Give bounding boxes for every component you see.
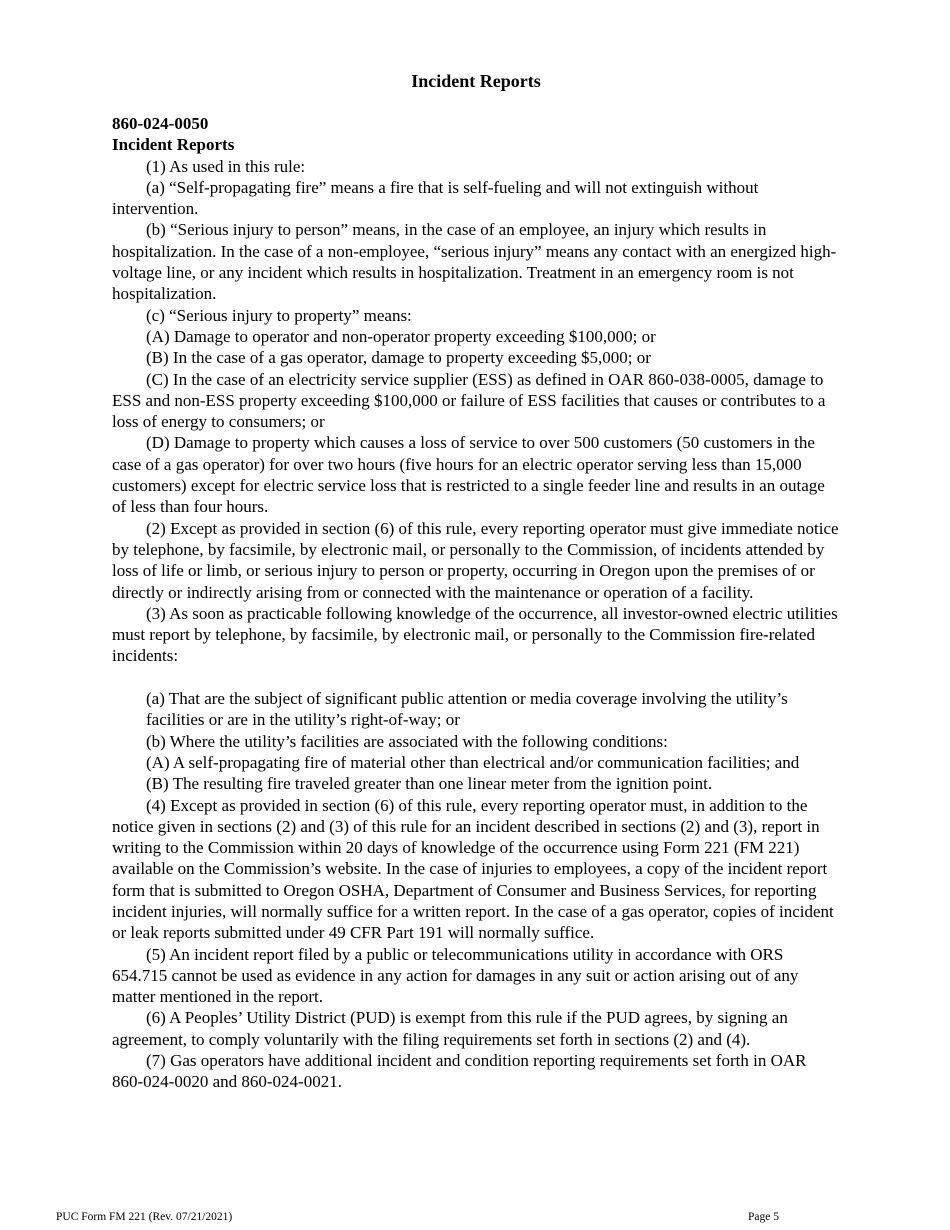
paragraph-1c: (c) “Serious injury to property” means: xyxy=(146,305,412,325)
paragraph-1c-C: (C) In the case of an electricity service supplier (ESS) as defined in OAR 860-038-0005, damage to ESS and non-ESS property exceeding $100,000 or failure of ESS facilities that causes or contributes to a loss of energy to consumers; or xyxy=(112,369,826,432)
paragraph-1c-B: (B) In the case of a gas operator, damage to property exceeding $5,000; or xyxy=(146,348,651,368)
paragraph-3b: (b) Where the utility’s facilities are associated with the following conditions: xyxy=(146,731,668,751)
paragraph-2: (2) Except as provided in section (6) of this rule, every reporting operator must give immediate notice by telephone, by facsimile, by electronic mail, or personally to the Commission, of incidents attended by loss of life or limb, or serious injury to person or property, occurring in Oregon upon the premises of or directly or indirectly arising from or connected with the maintenance or operation of a facility. xyxy=(112,518,839,602)
rule-title: Incident Reports xyxy=(112,135,235,155)
paragraph-5: (5) An incident report filed by a public or telecommunications utility in accordance with ORS 654.715 cannot be used as evidence in any action for damages in any suit or action arising out of any matter mentioned in the report. xyxy=(112,944,799,1007)
paragraph-1c-A: (A) Damage to operator and non-operator property exceeding $100,000; or xyxy=(146,326,656,346)
paragraph-6: (6) A Peoples’ Utility District (PUD) is exempt from this rule if the PUD agrees, by signing an agreement, to comply voluntarily with the filing requirements set forth in sections (2) and (4). xyxy=(112,1008,788,1049)
footer-form-id: PUC Form FM 221 (Rev. 07/21/2021) xyxy=(56,1211,233,1223)
paragraph-1b: (b) “Serious injury to person” means, in the case of an employee, an injury which results in hospitalization. In the case of a non-employee, “serious injury” means any contact with an energized high-voltage line, or any incident which results in hospitalization. Treatment in an emergency room is not hospitalization. xyxy=(112,220,837,304)
rule-number: 860-024-0050 xyxy=(112,114,209,133)
paragraph-1c-D: (D) Damage to property which causes a loss of service to over 500 customers (50 customers in the case of a gas operator) for over two hours (five hours for an electric operator serving less than 15,000 customers) except for electric service loss that is restricted to a single feeder line and results in an outage of less than four hours. xyxy=(112,433,825,517)
paragraph-1: (1) As used in this rule: xyxy=(146,156,306,176)
paragraph-4: (4) Except as provided in section (6) of this rule, every reporting operator must, in addition to the notice given in sections (2) and (3) of this rule for an incident described in sections (2) and (3), report in writing to the Commission within 20 days of knowledge of the occurrence using Form 221 (FM 221) available on the Commission’s website. In the case of injuries to employees, a copy of the incident report form that is submitted to Oregon OSHA, Department of Consumer and Business Services, for reporting incident injuries, will normally suffice for a written report. In the case of a gas operator, copies of incident or leak reports submitted under 49 CFR Part 191 will normally suffice. xyxy=(112,795,834,943)
paragraph-3b-A: (A) A self-propagating fire of material other than electrical and/or communication facilities; and xyxy=(146,752,800,772)
page-title: Incident Reports xyxy=(411,71,541,91)
document-page xyxy=(112,70,840,1093)
paragraph-1a: (a) “Self-propagating fire” means a fire that is self-fueling and will not extinguish without intervention. xyxy=(112,177,759,219)
paragraph-3b-B: (B) The resulting fire traveled greater than one linear meter from the ignition point. xyxy=(146,774,713,794)
paragraph-7: (7) Gas operators have additional incident and condition reporting requirements set forth in OAR 860-024-0020 and 860-024-0021. xyxy=(112,1051,807,1092)
spacer xyxy=(112,667,840,688)
paragraph-3: (3) As soon as practicable following knowledge of the occurrence, all investor-owned electric utilities must report by telephone, by facsimile, by electronic mail, or personally to the Commission fire-related incidents: xyxy=(112,603,838,666)
footer-page-number: Page 5 xyxy=(748,1211,779,1223)
paragraph-3a: (a) That are the subject of significant public attention or media coverage involving the utility’s facilities or are in the utility’s right-of-way; or xyxy=(146,689,788,730)
